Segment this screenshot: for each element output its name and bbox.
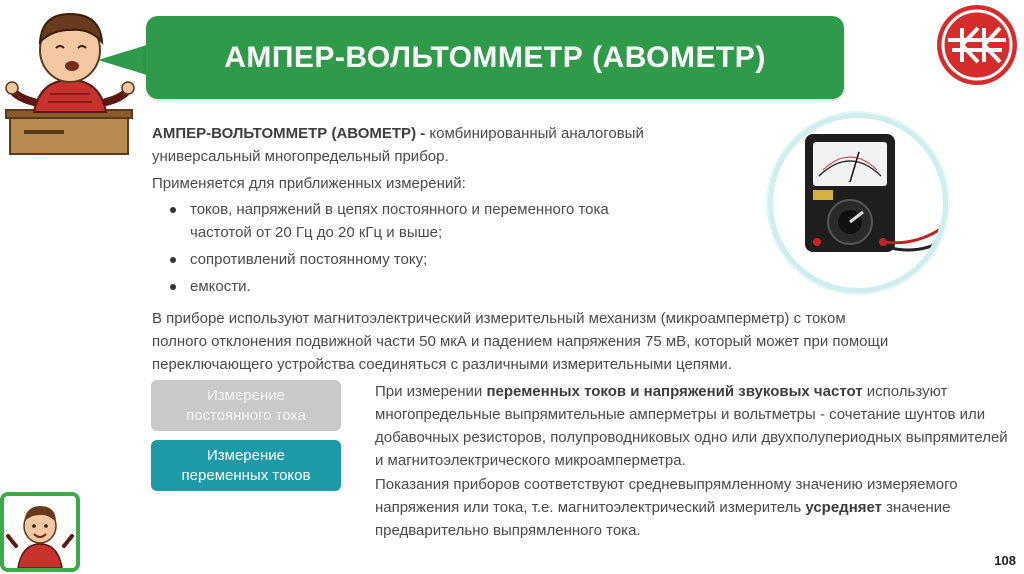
ac-p1-emphasis: переменных токов и напряжений звуковых частот — [486, 383, 863, 400]
list-item: емкости. — [166, 275, 666, 298]
college-logo-icon — [934, 2, 1020, 88]
ac-p1-text: При измерении — [375, 383, 487, 400]
intro-paragraph — [152, 122, 672, 168]
ac-p2-text: Показания приборов соответствуют средневыпрямленному значению измеряемого напряжения или тока, т.е. магнитоэлектрический измеритель — [375, 476, 958, 516]
teacher-illustration — [4, 2, 136, 158]
intro-text: комбинированный аналоговый универсальный многопредельный прибор. — [152, 125, 644, 165]
ac-p2-text-rest: значение предварительно выпрямленного тока. — [375, 499, 951, 539]
teacher-avatar-icon — [4, 2, 136, 158]
page-number: 108 — [994, 553, 1016, 568]
list-item: токов, напряжений в цепях постоянного и переменного тока частотой от 20 Гц до 20 кГц и выше; — [166, 198, 666, 244]
title-banner — [146, 16, 844, 99]
page-title: АМПЕР-ВОЛЬТОММЕТР (АВОМЕТР) — [224, 40, 766, 74]
ac-p2-emphasis: усредняет — [805, 499, 882, 516]
list-item: сопротивлений постоянному току; — [166, 248, 666, 271]
student-avatar-icon — [4, 496, 76, 568]
mechanism-paragraph: В приборе используют магнитоэлектрический измерительный механизм (микроамперметр) с током полного отклонения подвижной части 50 мкА и падением напряжения 75 мВ, который может при помощи переключающего устройства соединяться с различными измерительными цепями. — [152, 310, 889, 373]
multimeter-icon — [773, 118, 943, 288]
student-avatar[interactable] — [0, 492, 80, 572]
dc-measurement-button[interactable]: Измерение постоянного тока — [151, 380, 341, 431]
ac-measurement-button[interactable]: Измерение переменных токов — [151, 440, 341, 491]
banner-pointer — [98, 44, 150, 76]
ac-paragraph-2 — [375, 473, 1015, 542]
ac-paragraph-1 — [375, 380, 1015, 472]
intro-term: АМПЕР-ВОЛЬТОММЕТР (АВОМЕТР) - — [152, 125, 426, 142]
college-logo — [934, 2, 1020, 88]
ac-p1-text-rest: используют многопредельные выпрямительные амперметры и вольтметры - сочетание шунтов или добавочных резисторов, полупроводниковых одно или двухполупериодных выпрямителей и магнитоэлектрического микроамперметра. — [375, 383, 1008, 469]
multimeter-image — [768, 113, 948, 293]
uses-heading: Применяется для приближенных измерений: — [152, 175, 466, 192]
uses-list — [166, 198, 666, 302]
